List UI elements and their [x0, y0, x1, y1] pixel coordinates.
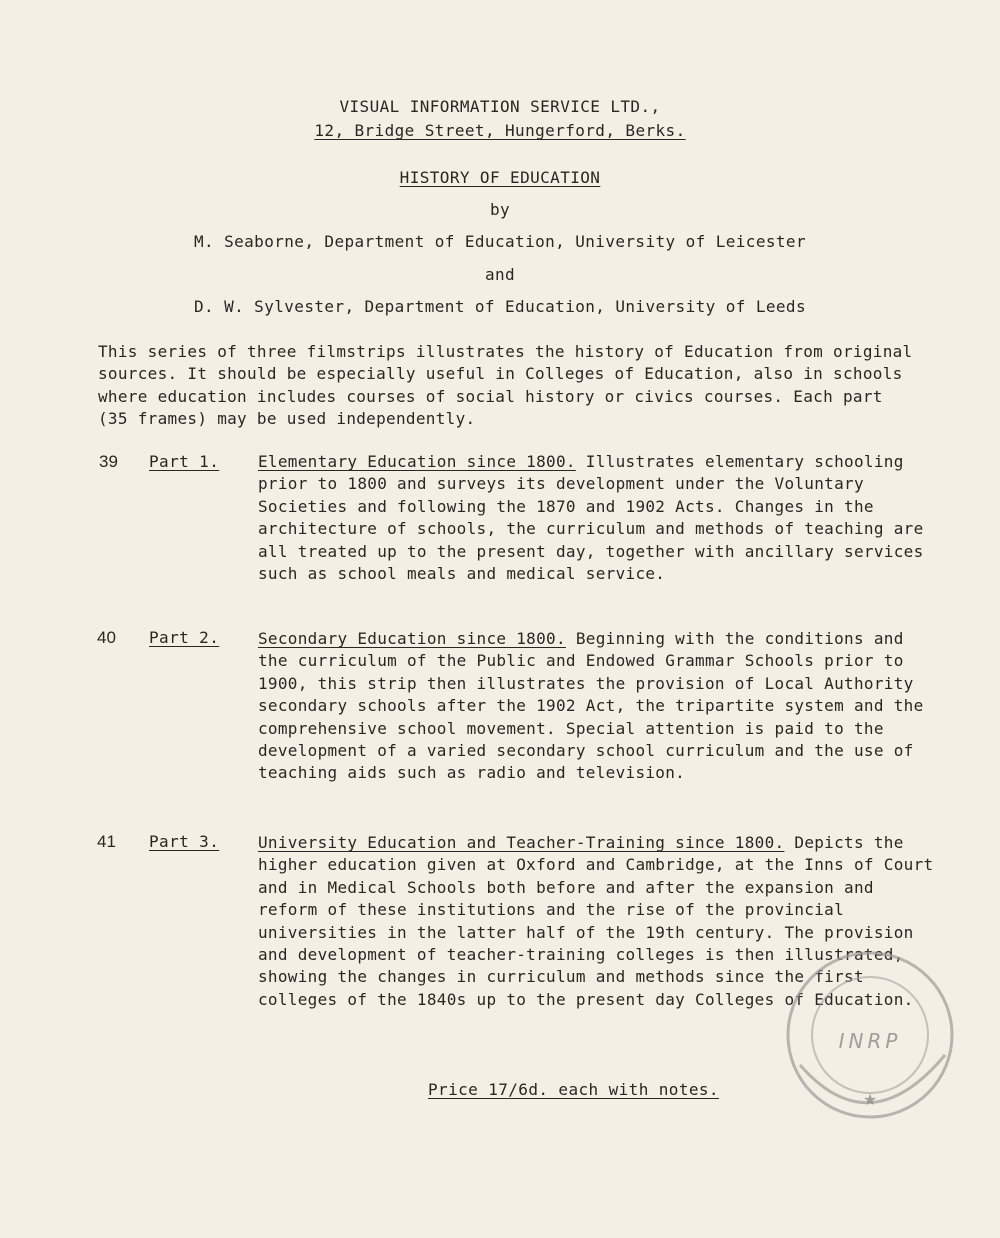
author-2: D. W. Sylvester, Department of Education, University of Leeds — [193, 297, 806, 316]
part-text: Beginning with the conditions and the curriculum of the Public and Endowed Grammar Schools prior to 1900, this strip then illustrates the provision of Local Authority secondary schools after the 1902 Act, the tripartite system and the comprehensive school movement. Special attention is paid to the development of a varied secondary school curriculum and the use of teaching aids such as radio and television. — [258, 629, 924, 783]
part-title: Elementary Education since 1800. — [258, 452, 576, 471]
svg-text:★: ★ — [862, 1090, 878, 1109]
company-name: VISUAL INFORMATION SERVICE LTD., — [339, 97, 661, 116]
by-line: by — [489, 200, 511, 219]
part-label: Part 2. — [149, 628, 220, 647]
intro-paragraph: This series of three filmstrips illustrates the history of Education from original sources. It should be especially useful in Colleges of Education, also in schools where education includes courses of social history or civics courses. Each part (35 frames) may be used independently. — [98, 342, 913, 429]
part-label: Part 1. — [149, 452, 220, 471]
part-label: Part 3. — [149, 832, 220, 851]
document-title: HISTORY OF EDUCATION — [399, 168, 601, 187]
part-text: Illustrates elementary schooling prior to 1800 and surveys its development under the Voluntary Societies and following the 1870 and 1902 Acts. Changes in the architecture of schools, the curriculum and methods of teaching are all treated up to the present day, together with ancillary services such as school meals and medical service. — [258, 452, 924, 584]
part-title: University Education and Teacher-Training since 1800. — [258, 833, 785, 852]
price-line: Price 17/6d. each with notes. — [428, 1080, 719, 1099]
part-text: Depicts the higher education given at Oxford and Cambridge, at the Inns of Court and in Medical Schools both before and after the expansion and reform of these institutions and the rise of the provincial universities in the latter half of the 19th century. The provision and development of teacher-training colleges is then illustrated, showing the changes in curriculum and methods since the first colleges of the 1840s up to the present day Colleges of Education. — [258, 833, 934, 1009]
part-title: Secondary Education since 1800. — [258, 629, 566, 648]
company-address: 12, Bridge Street, Hungerford, Berks. — [314, 121, 686, 140]
part-number: 41 — [97, 832, 116, 851]
part-number: 39 — [99, 452, 118, 471]
part-description — [258, 451, 938, 585]
and-line: and — [484, 265, 516, 284]
stamp-text: INRP — [838, 1029, 902, 1053]
part-description — [258, 628, 938, 785]
library-stamp — [780, 945, 960, 1125]
part-number: 40 — [97, 628, 116, 647]
stamp-seal-icon — [780, 945, 960, 1125]
author-1: M. Seaborne, Department of Education, University of Leicester — [193, 232, 806, 251]
